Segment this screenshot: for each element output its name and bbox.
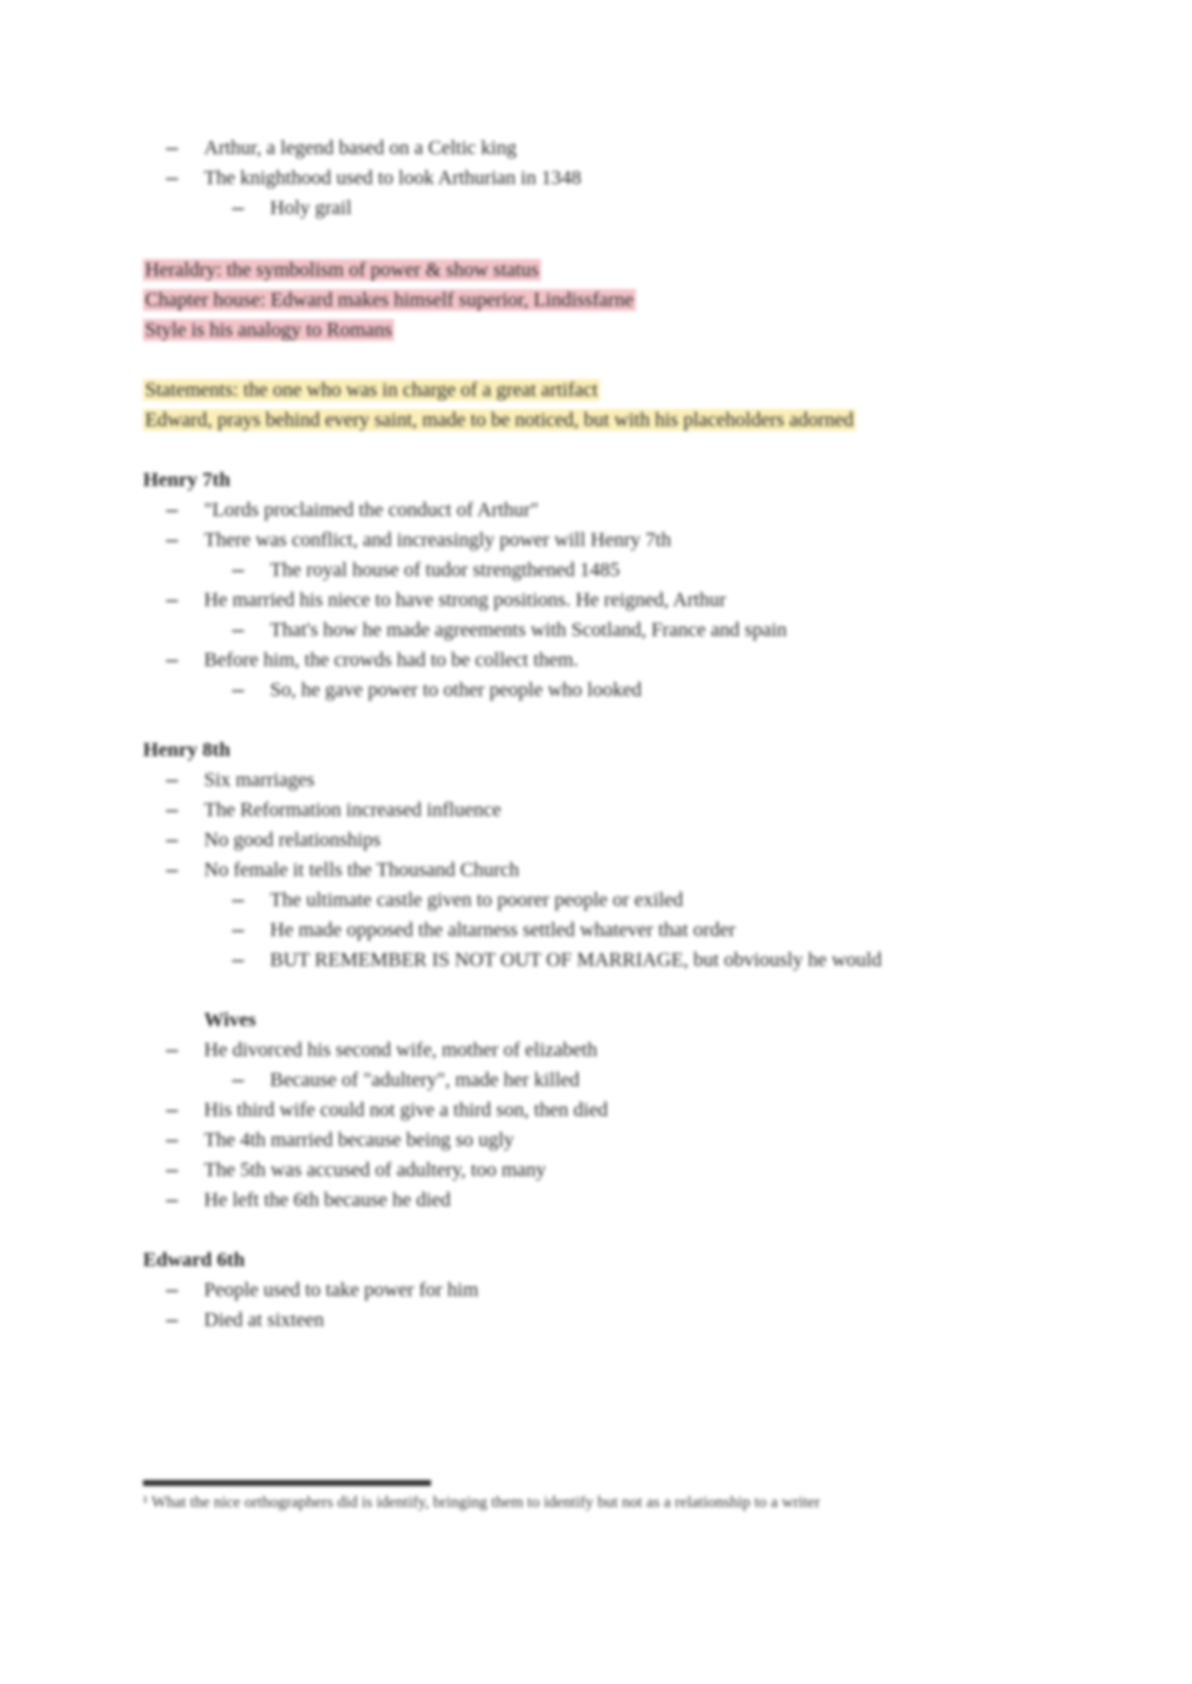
bullet-dash [232, 930, 244, 932]
bullet-dash [166, 660, 178, 662]
highlight-text: Chapter house: Edward makes himself superior, Lindissfarne [145, 289, 634, 311]
list-item-text: People used to take power for him [204, 1279, 479, 1301]
highlight-text: Style is his analogy to Romans [145, 319, 393, 341]
list-item-text: His third wife could not give a third son, then died [204, 1099, 608, 1121]
section-heading: Wives [204, 1009, 256, 1031]
highlighted-line [143, 285, 636, 315]
list-item-text: The royal house of tudor strengthened 1485 [270, 559, 620, 581]
section-heading: Edward 6th [143, 1249, 245, 1271]
highlighted-line [143, 315, 394, 345]
list-item-text: He left the 6th because he died [204, 1189, 451, 1211]
bullet-dash [166, 1170, 178, 1172]
bullet-dash [232, 1080, 244, 1082]
list-item-text: The 5th was accused of adultery, too many [204, 1159, 546, 1181]
highlight-text: Heraldry: the symbolism of power & show status [145, 259, 539, 281]
section-heading: Henry 7th [143, 469, 231, 491]
list-item-text: Six marriages [204, 769, 315, 791]
bullet-dash [166, 810, 178, 812]
bullet-dash [166, 1200, 178, 1202]
highlighted-line [143, 255, 541, 285]
bullet-dash [166, 1110, 178, 1112]
highlighted-line [143, 375, 600, 405]
bullet-dash [232, 570, 244, 572]
list-item-text: There was conflict, and increasingly power will Henry 7th [204, 529, 672, 551]
list-item-text: The 4th married because being so ugly [204, 1129, 514, 1151]
bullet-dash [166, 780, 178, 782]
bullet-dash [166, 510, 178, 512]
list-item-text: That's how he made agreements with Scotland, France and spain [270, 619, 787, 641]
bullet-dash [166, 178, 178, 180]
bullet-dash [166, 1140, 178, 1142]
list-item-text: He divorced his second wife, mother of elizabeth [204, 1039, 598, 1061]
bullet-dash [232, 960, 244, 962]
list-item-text: The knighthood used to look Arthurian in 1348 [204, 167, 582, 189]
list-item-text: "Lords proclaimed the conduct of Arthur" [204, 499, 539, 521]
section-heading: Henry 8th [143, 739, 231, 761]
list-item-text: Because of "adultery", made her killed [270, 1069, 580, 1091]
list-item-text: He made opposed the altarness settled whatever that order [270, 919, 736, 941]
bullet-dash [166, 600, 178, 602]
list-item-text: He married his niece to have strong positions. He reigned, Arthur [204, 589, 727, 611]
list-item-text: BUT REMEMBER IS NOT OUT OF MARRIAGE, but obviously he would [270, 949, 882, 971]
list-item-text: Holy grail [270, 197, 352, 219]
highlighted-line [143, 405, 856, 435]
bullet-dash [166, 148, 178, 150]
bullet-dash [232, 630, 244, 632]
highlight-text: Statements: the one who was in charge of a great artifact [145, 379, 598, 401]
bullet-dash [166, 1290, 178, 1292]
bullet-dash [166, 1320, 178, 1322]
list-item-text: No good relationships [204, 829, 381, 851]
bullet-dash [232, 900, 244, 902]
bullet-dash [166, 1050, 178, 1052]
list-item-text: The Reformation increased influence [204, 799, 502, 821]
list-item-text: Before him, the crowds had to be collect them. [204, 649, 579, 671]
bullet-dash [166, 540, 178, 542]
footnote: ¹ What the nice orthographers did is identify, bringing them to identify but not as a relationship to a writer [143, 1494, 821, 1511]
list-item-text: Arthur, a legend based on a Celtic king [204, 137, 517, 159]
bullet-dash [166, 870, 178, 872]
list-item-text: Died at sixteen [204, 1309, 324, 1331]
highlight-text: Edward, prays behind every saint, made to be noticed, but with his placeholders adorned [145, 409, 854, 431]
list-item-text: No female it tells the Thousand Church [204, 859, 520, 881]
bullet-dash [166, 840, 178, 842]
footnote-separator [143, 1480, 431, 1486]
list-item-text: So, he gave power to other people who looked [270, 679, 642, 701]
list-item-text: The ultimate castle given to poorer people or exiled [270, 889, 684, 911]
bullet-dash [232, 690, 244, 692]
bullet-dash [232, 208, 244, 210]
